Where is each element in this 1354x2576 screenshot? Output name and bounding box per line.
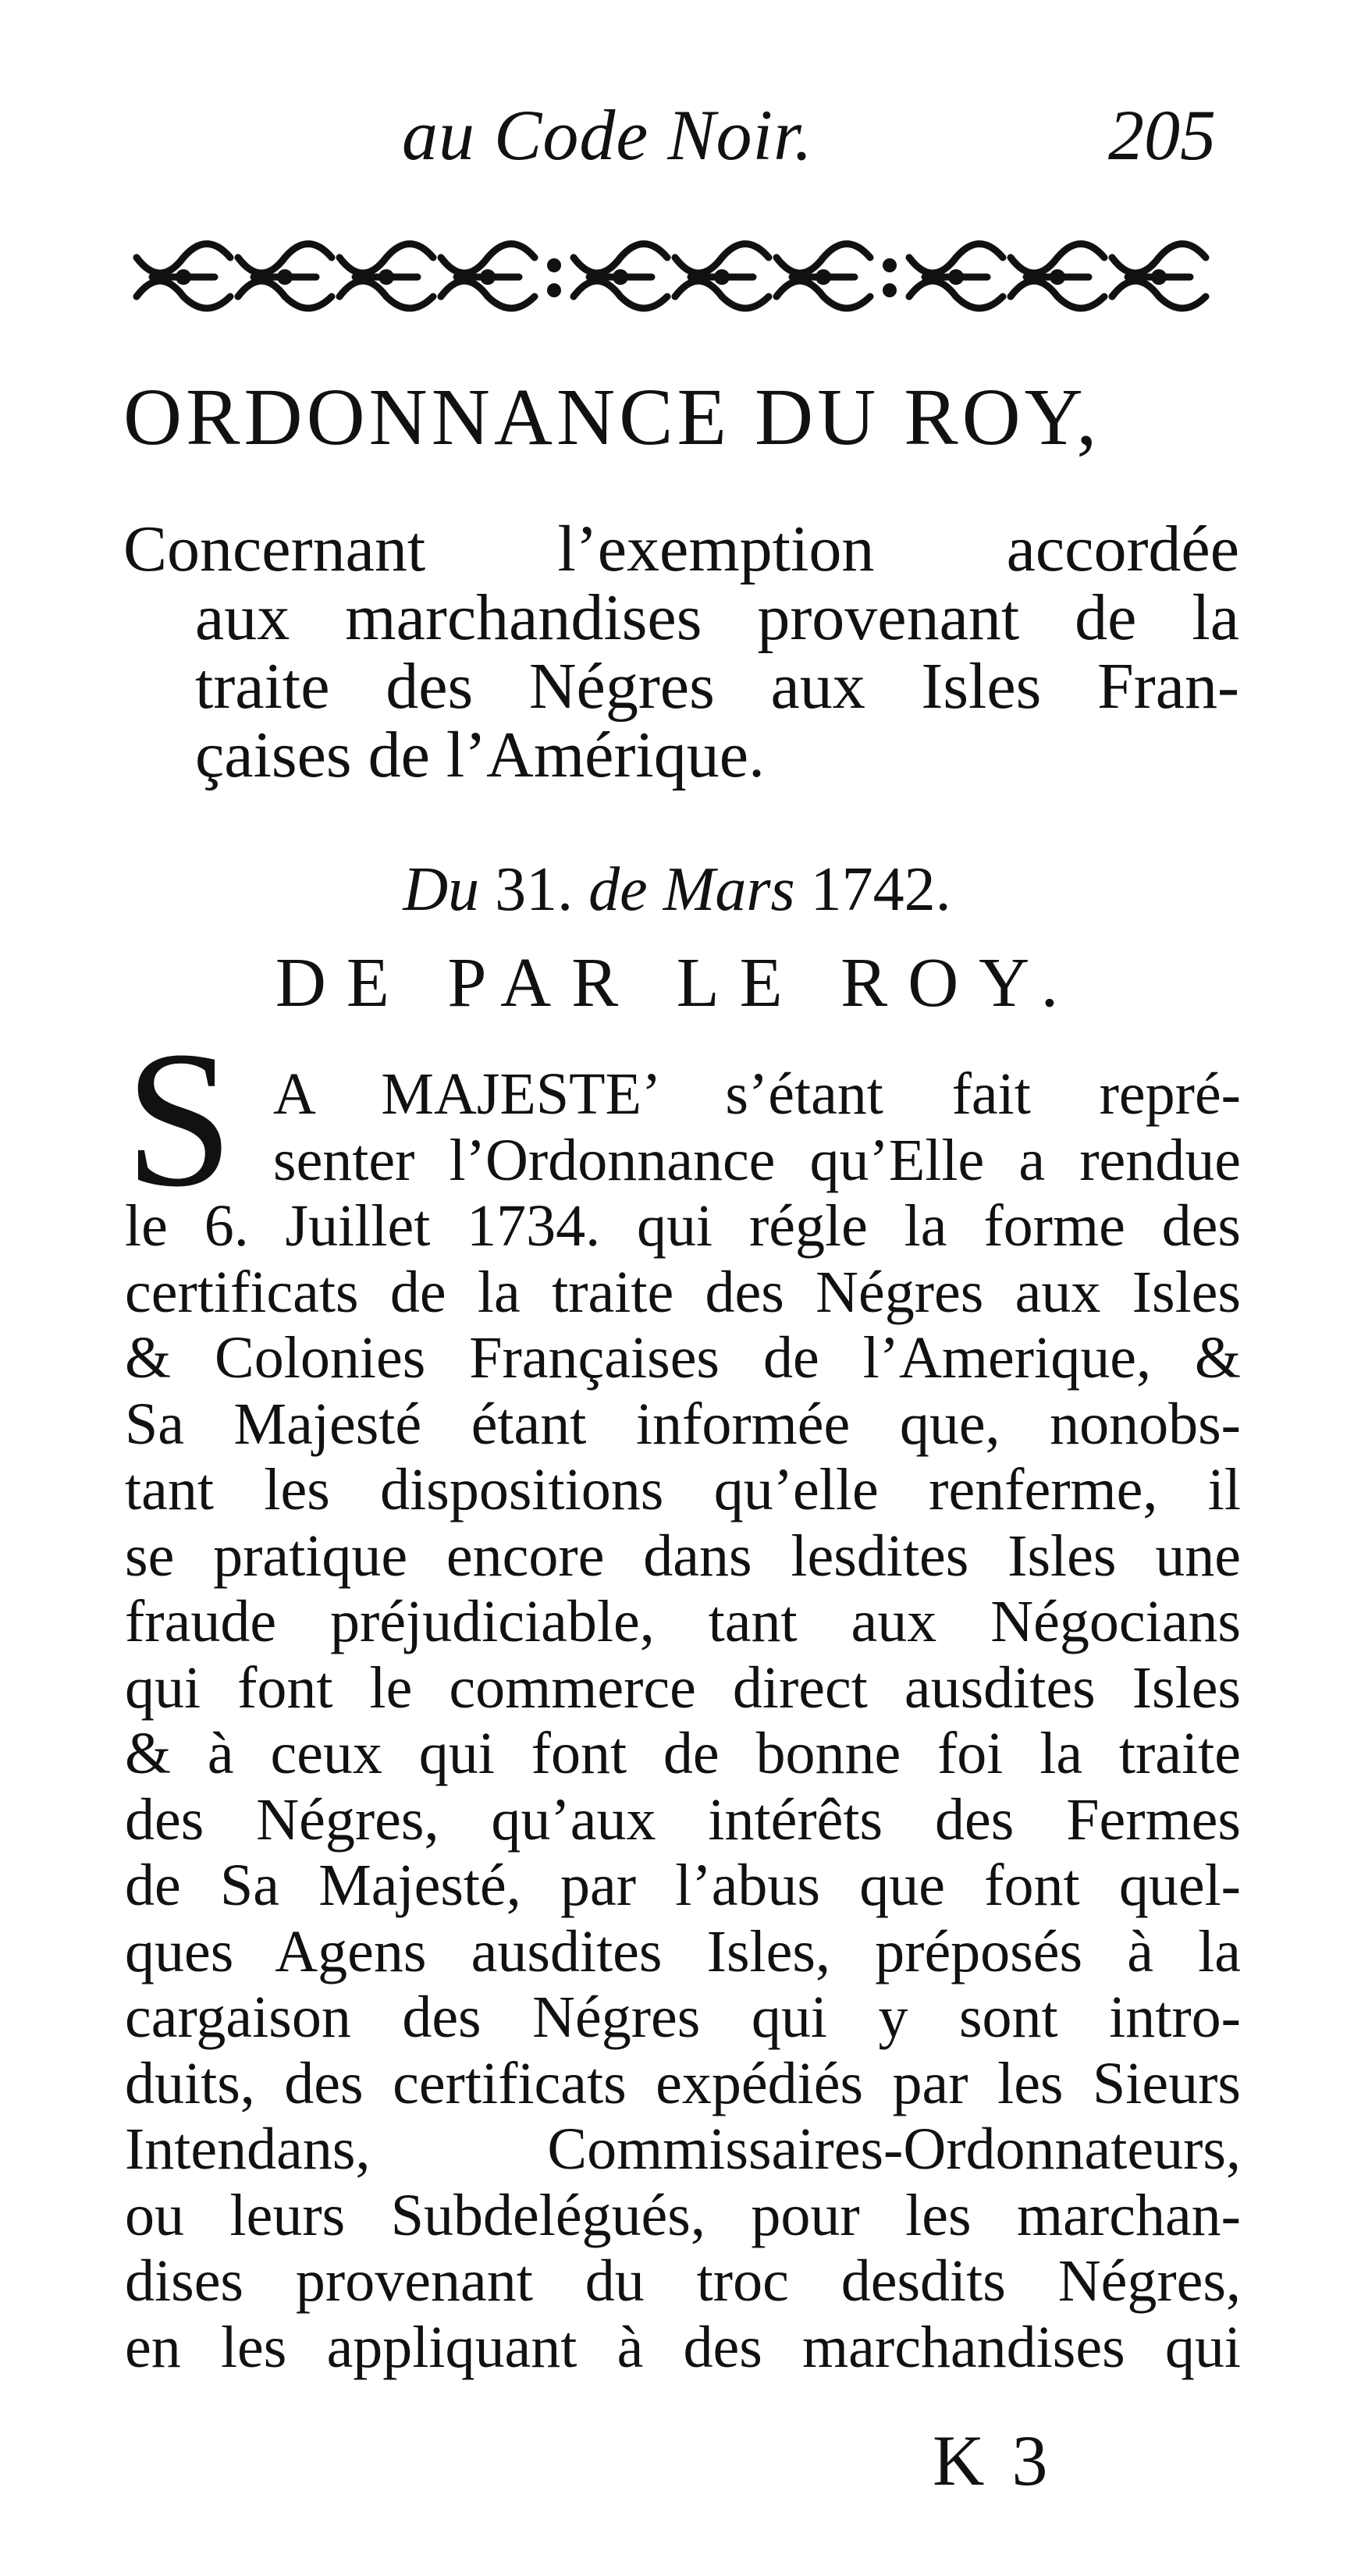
date-day: 31. (495, 855, 574, 924)
drop-cap: S (125, 1011, 234, 1228)
body-line: de Sa Majesté, par l’abus que font quel- (125, 1853, 1241, 1918)
signature-mark: K 3 (933, 2421, 1053, 2500)
ordinance-subtitle (123, 515, 1239, 790)
body-line: ou leurs Subdelégués, pour les marchan- (125, 2182, 1241, 2248)
date-month: Mars (663, 855, 795, 924)
body-line: qui font le commerce direct ausdites Isles (125, 1654, 1241, 1721)
body-line: & Colonies Françaises de l’Amerique, & (125, 1325, 1241, 1391)
body-line: tant les dispositions qu’elle renferme, il (125, 1457, 1241, 1523)
body-line: le 6. Juillet 1734. qui régle la forme des (125, 1193, 1241, 1259)
date-de: de (588, 855, 648, 924)
date-prefix: Du (403, 855, 480, 924)
body-line: Intendans, Commissaires-Ordonnateurs, (125, 2116, 1241, 2182)
body-line: Sa Majesté étant informée que, nonobs- (125, 1391, 1241, 1457)
body-line: certificats de la traite des Négres aux Isles (125, 1259, 1241, 1325)
body-line: dises provenant du troc desdits Négres, (125, 2248, 1241, 2314)
subtitle-line: aux marchandises provenant de la (195, 581, 1239, 654)
body-line: senter l’Ordonnance qu’Elle a rendue (273, 1127, 1241, 1193)
body-line: se pratique encore dans lesdites Isles une (125, 1523, 1241, 1589)
subtitle-line: çaises de l’Amérique. (195, 719, 766, 791)
body-line: duits, des certificats expédiés par les Sieurs (125, 2050, 1241, 2116)
subtitle-line: traite des Négres aux Isles Fran- (195, 650, 1239, 723)
running-title: au Code Noir. (402, 95, 813, 175)
body-line: A MAJESTE’ s’étant fait repré- (273, 1061, 1241, 1127)
date-year: 1742. (810, 855, 951, 924)
body-line: cargaison des Négres qui y sont intro- (125, 1984, 1241, 2050)
de-par-le-roy-heading: DE PAR LE ROY. (275, 944, 1079, 1022)
ordinance-title: ORDONNANCE DU ROY, (123, 372, 1101, 462)
body-line: & à ceux qui font de bonne foi la traite (125, 1721, 1241, 1786)
ordinance-date (0, 855, 1354, 926)
printer-ornament-band-icon (133, 234, 1225, 320)
ordinance-body (125, 1061, 1241, 2380)
page-number: 205 (1108, 95, 1216, 175)
subtitle-line: Concernant l’exemption accordée (123, 513, 1239, 585)
body-line: ques Agens ausdites Isles, préposés à la (125, 1918, 1241, 1984)
body-line: en les appliquant à des marchandises qui (125, 2314, 1241, 2380)
running-head (0, 94, 1354, 175)
body-line: des Négres, qu’aux intérêts des Fermes (125, 1786, 1241, 1853)
body-line: fraude préjudiciable, tant aux Négocians (125, 1589, 1241, 1654)
